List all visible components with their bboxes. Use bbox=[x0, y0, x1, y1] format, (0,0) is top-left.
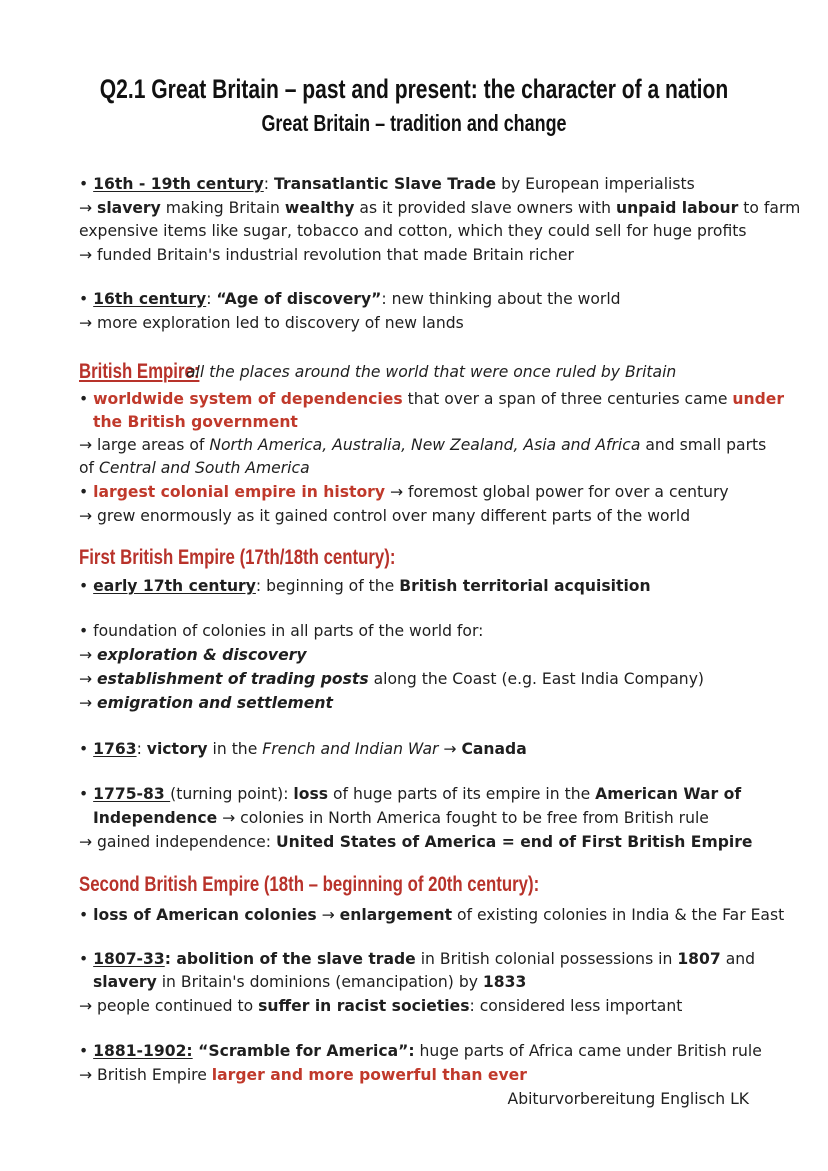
text: enlargement bbox=[339, 906, 453, 924]
text-line: → establishment of trading posts along the Coast (e.g. East India Company) bbox=[79, 670, 705, 688]
text: of huge parts of its empire in the bbox=[328, 785, 596, 803]
text: slavery bbox=[93, 973, 157, 991]
text: → colonies in North America fought to be free from British rule bbox=[217, 809, 709, 827]
list-item: • loss of American colonies → enlargement of existing colonies in India & the Far East bbox=[79, 906, 785, 924]
text: unpaid labour bbox=[615, 199, 739, 217]
text-line bbox=[93, 808, 709, 828]
text: 1833 bbox=[482, 973, 527, 991]
text: and bbox=[720, 950, 756, 968]
text: slavery bbox=[97, 199, 161, 217]
text: the British government bbox=[93, 413, 298, 431]
text: → British Empire bbox=[79, 1066, 212, 1084]
section-heading: First British Empire (17th/18th century): bbox=[79, 546, 396, 569]
text-line: expensive items like sugar, tobacco and cotton, which they could sell for huge profits bbox=[79, 222, 747, 240]
text: Independence bbox=[93, 809, 218, 827]
bullet: • bbox=[79, 290, 89, 308]
text: in Britain's dominions (emancipation) by bbox=[156, 973, 483, 991]
text: by European imperialists bbox=[496, 175, 695, 193]
text: larger and more powerful than ever bbox=[211, 1066, 527, 1084]
list-item: • worldwide system of dependencies that over a span of three centuries came under bbox=[79, 390, 785, 408]
text: North America, Australia, New Zealand, Asia and Africa bbox=[209, 436, 641, 454]
text: foundation of colonies in all parts of the world for: bbox=[93, 622, 484, 640]
text: : considered less important bbox=[469, 997, 683, 1015]
text-line bbox=[79, 458, 310, 478]
text: Canada bbox=[461, 740, 527, 758]
definition: all the places around the world that were once ruled by Britain bbox=[186, 363, 677, 381]
text: largest colonial empire in history bbox=[93, 483, 386, 501]
text: → gained independence: bbox=[79, 833, 276, 851]
date: early 17th century bbox=[93, 577, 256, 595]
page-title: Q2.1 Great Britain – past and present: the character of a nation bbox=[99, 74, 729, 104]
age-of-discovery-line bbox=[79, 289, 621, 309]
date: 16th century bbox=[93, 290, 207, 308]
text-line bbox=[79, 435, 766, 455]
text-line: → exploration & discovery bbox=[79, 646, 307, 664]
list-item: • 1807-33: abolition of the slave trade in British colonial possessions in 1807 and bbox=[79, 950, 756, 968]
list-item: • early 17th century: beginning of the British territorial acquisition bbox=[79, 577, 651, 595]
text: as it provided slave owners with bbox=[354, 199, 616, 217]
text: → people continued to bbox=[79, 997, 259, 1015]
topic: Transatlantic Slave Trade bbox=[274, 175, 497, 193]
text: huge parts of Africa came under British rule bbox=[414, 1042, 762, 1060]
text: loss bbox=[293, 785, 329, 803]
text: emigration and settlement bbox=[97, 694, 333, 712]
text: 1807 bbox=[677, 950, 721, 968]
text: of bbox=[79, 459, 99, 477]
text: establishment of trading posts bbox=[97, 670, 369, 688]
text: and small parts bbox=[640, 436, 767, 454]
list-item: • 1775-83 (turning point): loss of huge parts of its empire in the American War of bbox=[79, 785, 742, 803]
text: : bbox=[164, 950, 177, 968]
footer: Abiturvorbereitung Englisch LK bbox=[507, 1090, 749, 1108]
page-subtitle: Great Britain – tradition and change bbox=[261, 110, 567, 136]
text-line: → emigration and settlement bbox=[79, 694, 333, 712]
text: → large areas of bbox=[79, 436, 210, 454]
text: → bbox=[316, 906, 340, 924]
text-line bbox=[79, 832, 752, 852]
text: under bbox=[732, 390, 785, 408]
text: “Scramble for America”: bbox=[192, 1042, 415, 1060]
text-line bbox=[79, 1065, 527, 1085]
text-line: → funded Britain's industrial revolution that made Britain richer bbox=[79, 246, 574, 264]
text: that over a span of three centuries came bbox=[402, 390, 733, 408]
date: 1775-83 bbox=[93, 785, 171, 803]
text: in British colonial possessions in bbox=[415, 950, 678, 968]
section-heading: British Empire: bbox=[79, 360, 200, 383]
text: : bbox=[263, 175, 270, 193]
text-line bbox=[79, 996, 682, 1016]
text: French and Indian War bbox=[262, 740, 439, 758]
bullet: • bbox=[79, 175, 89, 193]
text: in the bbox=[207, 740, 263, 758]
text: → foremost global power for over a century bbox=[385, 483, 729, 501]
slave-trade-line bbox=[79, 174, 695, 194]
text: wealthy bbox=[284, 199, 355, 217]
text: : beginning of the bbox=[255, 577, 400, 595]
topic: “Age of discovery” bbox=[216, 290, 382, 308]
list-item: • foundation of colonies in all parts of the world for: bbox=[79, 622, 484, 640]
list-item: • 1881-1902: “Scramble for America”: huge parts of Africa came under British rule bbox=[79, 1042, 762, 1060]
text: American War of bbox=[595, 785, 742, 803]
text: United States of America = end of First British Empire bbox=[275, 833, 753, 851]
text: → bbox=[438, 740, 462, 758]
text: suffer in racist societies bbox=[258, 997, 470, 1015]
list-item: • largest colonial empire in history → foremost global power for over a century bbox=[79, 483, 729, 501]
text: Central and South America bbox=[99, 459, 310, 477]
section-heading: Second British Empire (18th – beginning of 20th century): bbox=[79, 873, 540, 896]
date: 16th - 19th century bbox=[93, 175, 264, 193]
arrow: → bbox=[79, 199, 93, 217]
text: loss of American colonies bbox=[93, 906, 317, 924]
text: exploration & discovery bbox=[97, 646, 307, 664]
text: : bbox=[206, 290, 217, 308]
text: victory bbox=[146, 740, 208, 758]
british-empire-header bbox=[79, 360, 677, 384]
text-line bbox=[93, 412, 298, 432]
date: 1763 bbox=[93, 740, 137, 758]
text-line: → more exploration led to discovery of new lands bbox=[79, 314, 464, 332]
text-line bbox=[93, 972, 526, 992]
date: 1807-33 bbox=[93, 950, 165, 968]
text: making Britain bbox=[160, 199, 285, 217]
date: 1881-1902: bbox=[93, 1042, 193, 1060]
text: worldwide system of dependencies bbox=[93, 390, 403, 408]
text: (turning point): bbox=[170, 785, 294, 803]
text: : bbox=[136, 740, 147, 758]
list-item: • 1763: victory in the French and Indian War → Canada bbox=[79, 740, 527, 758]
text: : new thinking about the world bbox=[381, 290, 621, 308]
text-line: → grew enormously as it gained control over many different parts of the world bbox=[79, 507, 691, 525]
text: along the Coast (e.g. East India Company) bbox=[368, 670, 705, 688]
text: of existing colonies in India & the Far East bbox=[452, 906, 785, 924]
slavery-line bbox=[79, 198, 800, 218]
text: to farm bbox=[738, 199, 801, 217]
text: abolition of the slave trade bbox=[176, 950, 416, 968]
text: British territorial acquisition bbox=[399, 577, 651, 595]
